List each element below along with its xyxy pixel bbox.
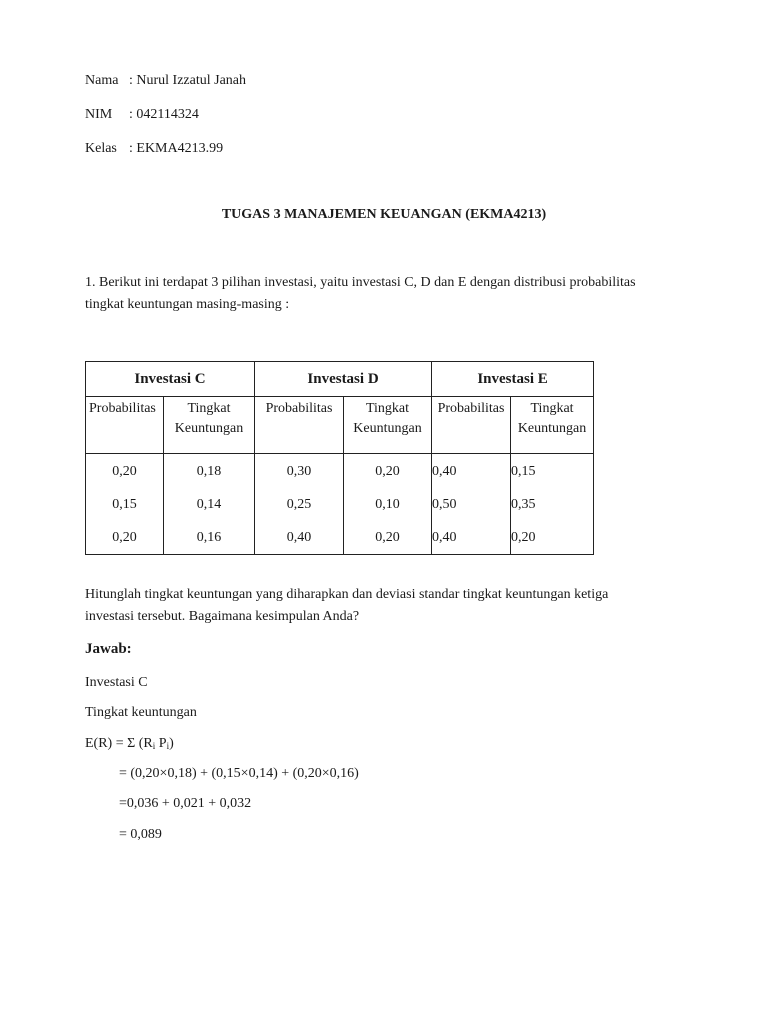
table-cell: 0,20 bbox=[112, 530, 137, 545]
answer-heading: Jawab: bbox=[85, 641, 132, 657]
c-gain-values bbox=[164, 454, 255, 555]
question-text bbox=[85, 272, 636, 316]
table-cell: 0,25 bbox=[286, 497, 312, 512]
table-cell: 0,40 bbox=[432, 464, 457, 479]
table-cell: 0,15 bbox=[112, 497, 137, 512]
e-gain-header bbox=[511, 397, 594, 454]
formula-line bbox=[85, 736, 174, 752]
nim-label: NIM bbox=[85, 107, 113, 122]
formula-post: ) bbox=[169, 736, 174, 751]
table-cell: 0,20 bbox=[375, 464, 400, 479]
prompt-line-2: investasi tersebut. Bagaimana kesimpulan Anda? bbox=[85, 609, 360, 624]
table-cell: 0,35 bbox=[511, 497, 536, 512]
e-prob-header bbox=[432, 397, 511, 454]
group-header-c: Investasi C bbox=[86, 362, 255, 397]
formula-pre: E(R) = Σ (R bbox=[85, 736, 153, 751]
group-header-e: Investasi E bbox=[432, 362, 594, 397]
table-cell: 0,10 bbox=[375, 497, 400, 512]
calc-step-2: =0,036 + 0,021 + 0,032 bbox=[119, 796, 252, 811]
prompt-text bbox=[85, 584, 608, 628]
table-cell: 0,30 bbox=[286, 464, 312, 479]
kelas-value: : EKMA4213.99 bbox=[129, 141, 224, 156]
prob-label: Probabilitas bbox=[89, 401, 156, 416]
gain-label-line2: Keuntungan bbox=[517, 421, 587, 436]
nama-line bbox=[85, 73, 246, 89]
gain-label-line1: Tingkat bbox=[187, 401, 231, 416]
gain-label-line2: Keuntungan bbox=[174, 421, 244, 436]
table-cell: 0,20 bbox=[112, 464, 137, 479]
answer-subtitle: Tingkat keuntungan bbox=[85, 705, 197, 720]
table-cell: 0,40 bbox=[432, 530, 457, 545]
question-line-2: tingkat keuntungan masing-masing : bbox=[85, 297, 290, 312]
table-cell: 0,15 bbox=[511, 464, 536, 479]
nama-label: Nama bbox=[85, 73, 119, 88]
group-header-d: Investasi D bbox=[255, 362, 432, 397]
nim-value: : 042114324 bbox=[129, 107, 199, 122]
formula-mid: P bbox=[155, 736, 167, 751]
table-cell: 0,18 bbox=[196, 464, 222, 479]
nim-line bbox=[85, 107, 199, 123]
gain-label-line1: Tingkat bbox=[365, 401, 410, 416]
table-cell: 0,50 bbox=[432, 497, 457, 512]
question-line-1: 1. Berikut ini terdapat 3 pilihan investasi, yaitu investasi C, D dan E dengan distribusi probabilitas bbox=[85, 275, 636, 290]
gain-label-line2: Keuntungan bbox=[353, 421, 422, 436]
prompt-line-1: Hitunglah tingkat keuntungan yang diharapkan dan deviasi standar tingkat keuntungan ketiga bbox=[85, 587, 609, 602]
answer-investasi: Investasi C bbox=[85, 675, 148, 690]
d-prob-header bbox=[255, 397, 344, 454]
c-gain-header bbox=[164, 397, 255, 454]
table-cell: 0,20 bbox=[511, 530, 536, 545]
table-values-row bbox=[86, 454, 594, 555]
d-gain-values bbox=[344, 454, 432, 555]
d-gain-header bbox=[344, 397, 432, 454]
prob-label: Probabilitas bbox=[265, 401, 333, 416]
calc-step-3: = 0,089 bbox=[119, 827, 162, 842]
prob-label: Probabilitas bbox=[437, 401, 505, 416]
e-gain-values bbox=[511, 454, 594, 555]
table-cell: 0,40 bbox=[286, 530, 312, 545]
calc-step-1: = (0,20×0,18) + (0,15×0,14) + (0,20×0,16) bbox=[119, 766, 359, 781]
kelas-line bbox=[85, 141, 223, 157]
table-cell: 0,16 bbox=[196, 530, 222, 545]
c-prob-values bbox=[86, 454, 164, 555]
table-cell: 0,14 bbox=[196, 497, 222, 512]
investment-table bbox=[85, 361, 594, 555]
d-prob-values bbox=[255, 454, 344, 555]
table-subheader-row bbox=[86, 397, 594, 454]
formula-sub-1: i bbox=[152, 741, 156, 751]
kelas-label: Kelas bbox=[85, 141, 117, 156]
nama-value: : Nurul Izzatul Janah bbox=[129, 73, 247, 88]
document-title: TUGAS 3 MANAJEMEN KEUANGAN (EKMA4213) bbox=[221, 207, 547, 222]
gain-label-line1: Tingkat bbox=[530, 401, 574, 416]
formula-sub-2: i bbox=[166, 741, 170, 751]
e-prob-values bbox=[432, 454, 511, 555]
table-group-row bbox=[86, 362, 594, 397]
c-prob-header bbox=[86, 397, 164, 454]
table-cell: 0,20 bbox=[375, 530, 400, 545]
